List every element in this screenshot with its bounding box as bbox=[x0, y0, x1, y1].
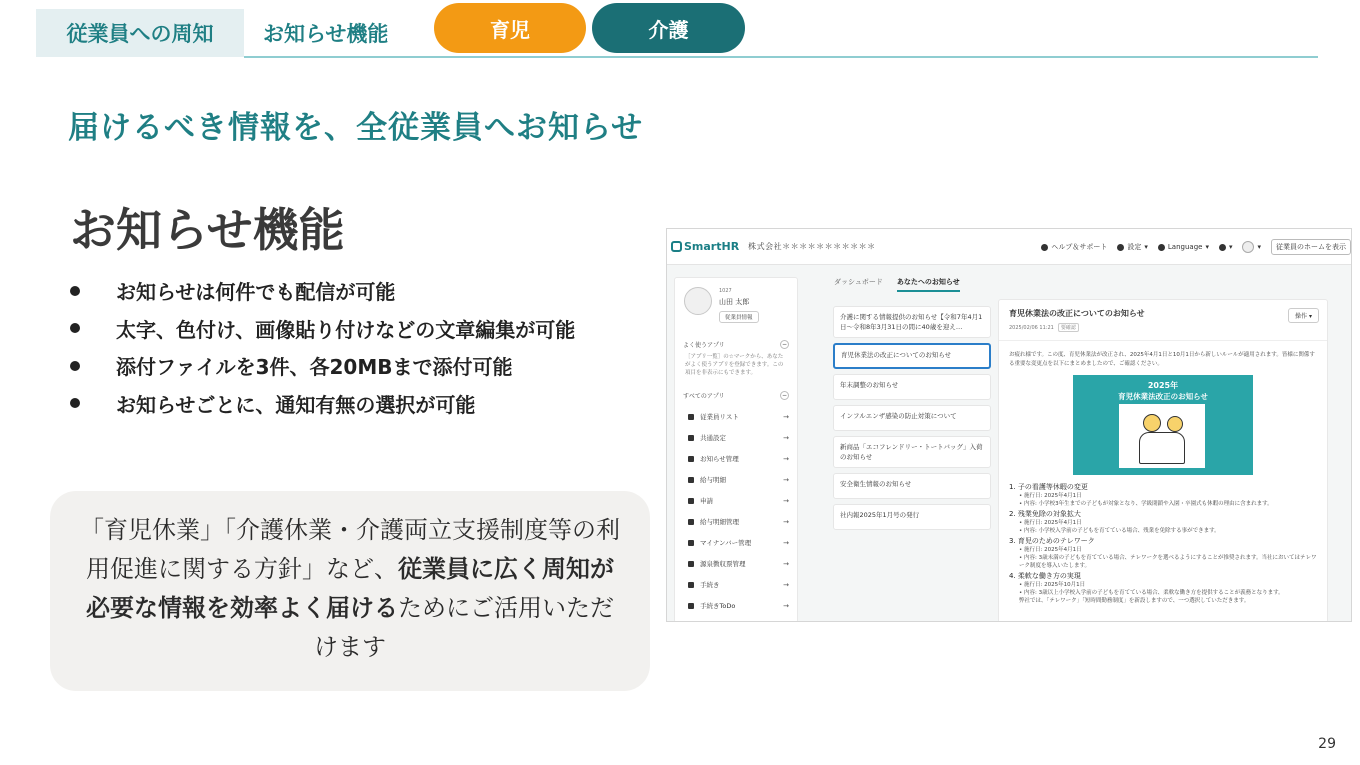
bullet-dot-icon bbox=[70, 286, 80, 296]
sidebar-item-label: 共通設定 bbox=[700, 434, 726, 442]
callout-text-2: ためにご活用いただけます bbox=[314, 594, 614, 661]
notification-menu[interactable] bbox=[1219, 243, 1233, 251]
language-menu[interactable] bbox=[1158, 243, 1209, 251]
section-heading: 4. 柔軟な働き方の実現 bbox=[1009, 572, 1081, 580]
app-topbar bbox=[667, 229, 1351, 265]
sidebar-item-procedures-todo[interactable] bbox=[675, 595, 797, 616]
arrow-right-icon: → bbox=[783, 412, 789, 421]
childcare-pill: 育児 bbox=[434, 3, 586, 53]
arrow-right-icon: → bbox=[783, 538, 789, 547]
id-card-icon bbox=[688, 540, 694, 546]
avatar bbox=[1242, 241, 1254, 253]
app-list bbox=[675, 406, 797, 616]
tab-dashboard[interactable]: ダッシュボード bbox=[834, 278, 883, 286]
sidebar-item-common-settings[interactable] bbox=[675, 427, 797, 448]
callout-text-1: 「育児休業」「介護休業・介護両立支援制度等の利用促進に関する方針」など、 bbox=[80, 516, 620, 583]
top-nav bbox=[1041, 229, 1351, 265]
app-screenshot bbox=[666, 228, 1352, 622]
sidebar-item-employee-list[interactable] bbox=[675, 406, 797, 427]
notice-section bbox=[1009, 482, 1317, 508]
notice-section bbox=[1009, 536, 1317, 570]
user-avatar bbox=[684, 287, 712, 315]
employee-name: 山田 太郎 bbox=[719, 298, 750, 306]
bullet-item bbox=[70, 347, 575, 385]
chevron-down-icon: ▾ bbox=[1257, 243, 1261, 251]
operation-button[interactable] bbox=[1288, 308, 1319, 323]
chevron-down-icon: ▾ bbox=[1228, 243, 1233, 251]
notice-section bbox=[1009, 571, 1317, 605]
chevron-down-icon: ▾ bbox=[1308, 313, 1312, 320]
notice-item[interactable]: 安全衛生情報のお知らせ bbox=[833, 473, 991, 499]
family-illustration bbox=[1119, 404, 1205, 468]
document-icon bbox=[688, 603, 694, 609]
section-heading: 2. 残業免除の対象拡大 bbox=[1009, 510, 1081, 518]
gear-icon bbox=[1117, 244, 1124, 251]
bullet-text: 太字、色付け、画像貼り付けなどの文章編集が可能 bbox=[116, 317, 576, 342]
document-icon bbox=[688, 561, 694, 567]
sidebar-item-label: 従業員リスト bbox=[700, 413, 739, 421]
notice-tag: 要確認 bbox=[1058, 323, 1079, 332]
bullet-dot-icon bbox=[70, 361, 80, 371]
sidebar-item-label: 給与明細 bbox=[700, 476, 726, 484]
sidebar-item-notice-admin[interactable] bbox=[675, 448, 797, 469]
section-heading: 3. 育児のためのテレワーク bbox=[1009, 537, 1095, 545]
section-line: • 内容: 3歳以上小学校入学前の子どもを育てている場合、柔軟な働き方を提供することが義務となります。 bbox=[1019, 590, 1284, 596]
logo-text: SmartHR bbox=[684, 240, 740, 253]
section-line: • 内容: 小学校入学前の子どもを育てている場合、残業を免除する事ができます。 bbox=[1019, 528, 1220, 534]
person-icon bbox=[688, 414, 694, 420]
arrow-right-icon: → bbox=[783, 517, 789, 526]
sidebar-item-label: お知らせ管理 bbox=[700, 455, 739, 463]
settings-label: 設定 bbox=[1127, 243, 1142, 251]
arrow-right-icon: → bbox=[783, 559, 789, 568]
collapse-icon[interactable]: − bbox=[781, 392, 788, 399]
arrow-right-icon: → bbox=[783, 475, 789, 484]
bullet-text: お知らせごとに、通知有無の選択が可能 bbox=[116, 392, 476, 417]
document-icon bbox=[688, 582, 694, 588]
sidebar-item-label: 手続きToDo bbox=[700, 602, 736, 610]
header-divider bbox=[244, 56, 1318, 58]
section-line: • 施行日: 2025年4月1日 bbox=[1019, 547, 1082, 553]
sidebar-item-request[interactable] bbox=[675, 490, 797, 511]
section-subtitle: お知らせ機能 bbox=[263, 22, 389, 46]
notice-banner-image bbox=[1073, 375, 1253, 475]
bullet-dot-icon bbox=[70, 323, 80, 333]
settings-menu[interactable] bbox=[1117, 242, 1148, 252]
section-line: • 施行日: 2025年4月1日 bbox=[1019, 493, 1082, 499]
bullet-item bbox=[70, 272, 575, 310]
megaphone-icon bbox=[688, 456, 694, 462]
section-tab: 従業員への周知 bbox=[36, 9, 244, 57]
coin-icon bbox=[688, 519, 694, 525]
nursing-care-pill: 介護 bbox=[592, 3, 745, 53]
content-tabs bbox=[834, 277, 960, 292]
company-name: 株式会社＊＊＊＊＊＊＊＊＊＊＊ bbox=[748, 242, 876, 251]
sidebar-item-label: 申請 bbox=[700, 497, 713, 505]
notice-detail-panel bbox=[998, 299, 1328, 622]
sidebar-item-label: マイナンバー管理 bbox=[700, 539, 752, 547]
language-label: Language bbox=[1167, 243, 1203, 251]
section-line: • 施行日: 2025年4月1日 bbox=[1019, 520, 1082, 526]
bullet-item bbox=[70, 385, 575, 423]
parent-head-shape bbox=[1167, 416, 1183, 432]
callout-text-bold: 従業員に広く周知が必要な情報を効率よく届ける bbox=[86, 555, 614, 622]
notice-date: 2025/02/06 11:21 bbox=[1009, 324, 1054, 331]
bullet-item bbox=[70, 310, 575, 348]
detail-divider bbox=[999, 340, 1327, 341]
banner-line-1: 2025年 bbox=[1147, 381, 1179, 390]
notice-item-selected[interactable]: 育児休業法の改正についてのお知らせ bbox=[833, 343, 991, 369]
gear-icon bbox=[688, 435, 694, 441]
bullet-text: 添付ファイルを3件、各20MBまで添付可能 bbox=[116, 355, 513, 380]
bullet-dot-icon bbox=[70, 398, 80, 408]
section-line: • 内容: 3歳未満の子どもを育てている場合、テレワークを選べるようにすることが推奨されます。当社においてはテレワーク制度を導入いたします。 bbox=[1019, 555, 1317, 569]
coin-icon bbox=[688, 477, 694, 483]
notice-intro: お疲れ様です。この度、育児休業法が改正され、2025年4月1日と10月1日から新しいルールが適用されます。皆様に関係する重要な変更点を以下にまとめましたので、ご確認ください。 bbox=[1009, 352, 1315, 367]
frequent-apps-help: ［アプリ一覧］の☆マークから、あなたがよく使うアプリを登録できます。この項目を非表示にもできます。 bbox=[685, 354, 784, 376]
section-line: • 施行日: 2025年10月1日 bbox=[1019, 582, 1086, 588]
page-number: 29 bbox=[1318, 736, 1336, 752]
notice-item[interactable]: 社内報2025年1月号の発行 bbox=[833, 504, 991, 530]
notice-sections bbox=[1009, 482, 1317, 605]
employee-info-button[interactable]: 従業員情報 bbox=[719, 311, 759, 323]
sidebar-item-my-number[interactable] bbox=[675, 532, 797, 553]
arrow-right-icon: → bbox=[783, 580, 789, 589]
tab-notices-for-you[interactable]: あなたへのお知らせ bbox=[897, 277, 960, 292]
employee-number: 1027 bbox=[719, 288, 732, 294]
document-icon bbox=[688, 498, 694, 504]
slide-headline: 届けるべき情報を、全従業員へお知らせ bbox=[68, 110, 644, 146]
sidebar-item-withholding[interactable] bbox=[675, 553, 797, 574]
notice-list bbox=[833, 306, 991, 535]
help-label: ヘルプ＆サポート bbox=[1051, 243, 1108, 251]
logo-mark-icon bbox=[671, 241, 682, 252]
section-line: 弊社では、「テレワーク」「短時間勤務制度」を新設しますので、一つ選択していただきます。 bbox=[1019, 598, 1250, 604]
arrow-right-icon: → bbox=[783, 454, 789, 463]
notice-item[interactable]: 年末調整のお知らせ bbox=[833, 374, 991, 400]
arrow-right-icon: → bbox=[783, 601, 789, 610]
operation-label: 操作 bbox=[1295, 313, 1308, 320]
bullet-text: お知らせは何件でも配信が可能 bbox=[116, 280, 396, 305]
usage-callout bbox=[50, 491, 650, 691]
sidebar-item-payslip[interactable] bbox=[675, 469, 797, 490]
chevron-down-icon: ▾ bbox=[1144, 243, 1148, 251]
feature-bullet-list bbox=[70, 272, 575, 422]
bell-icon bbox=[1219, 244, 1226, 251]
sidebar-item-procedures[interactable] bbox=[675, 574, 797, 595]
notice-section bbox=[1009, 509, 1317, 535]
notice-item[interactable]: 介護に関する情報提供のお知らせ【令和7年4月1日〜令和8年3月31日の間に40歳を迎え… bbox=[833, 306, 991, 338]
sidebar-item-label: 源泉徴収票管理 bbox=[700, 560, 746, 568]
slide-title: お知らせ機能 bbox=[70, 203, 345, 257]
sidebar bbox=[674, 277, 798, 622]
arrow-right-icon: → bbox=[783, 433, 789, 442]
collapse-icon[interactable]: − bbox=[781, 341, 788, 348]
smarthr-logo[interactable] bbox=[671, 240, 739, 253]
user-menu[interactable] bbox=[1242, 241, 1261, 253]
arrow-right-icon: → bbox=[783, 496, 789, 505]
family-body-shape bbox=[1139, 432, 1185, 464]
frequent-apps-title: よく使うアプリ bbox=[683, 342, 725, 349]
notice-detail-title: 育児休業法の改正についてのお知らせ bbox=[1009, 309, 1145, 318]
chevron-down-icon: ▾ bbox=[1205, 243, 1209, 251]
help-link[interactable] bbox=[1041, 242, 1107, 252]
parent-head-shape bbox=[1143, 414, 1161, 432]
section-line: • 内容: 小学校3年生までの子どもが対象となり、学級閉鎖や入園・卒園式も休暇の理由に含まれます。 bbox=[1019, 501, 1273, 507]
globe-icon bbox=[1158, 244, 1165, 251]
banner-line-2: 育児休業法改正のお知らせ bbox=[1118, 392, 1208, 401]
sidebar-item-payslip-admin[interactable] bbox=[675, 511, 797, 532]
employee-home-button[interactable] bbox=[1271, 239, 1351, 255]
all-apps-header bbox=[675, 391, 797, 400]
help-icon bbox=[1041, 244, 1048, 251]
home-button-label: 従業員のホームを表示 bbox=[1276, 243, 1346, 251]
notice-item[interactable]: 新商品「エコフレンドリー・トートバッグ」入荷のお知らせ bbox=[833, 436, 991, 468]
section-heading: 1. 子の看護等休暇の変更 bbox=[1009, 483, 1088, 491]
profile-card bbox=[675, 278, 797, 334]
all-apps-title: すべてのアプリ bbox=[683, 393, 725, 400]
sidebar-item-label: 手続き bbox=[700, 581, 720, 589]
sidebar-item-label: 給与明細管理 bbox=[700, 518, 739, 526]
frequent-apps-header bbox=[675, 340, 797, 349]
notice-item[interactable]: インフルエンザ感染の防止対策について bbox=[833, 405, 991, 431]
notice-meta bbox=[1009, 323, 1317, 332]
